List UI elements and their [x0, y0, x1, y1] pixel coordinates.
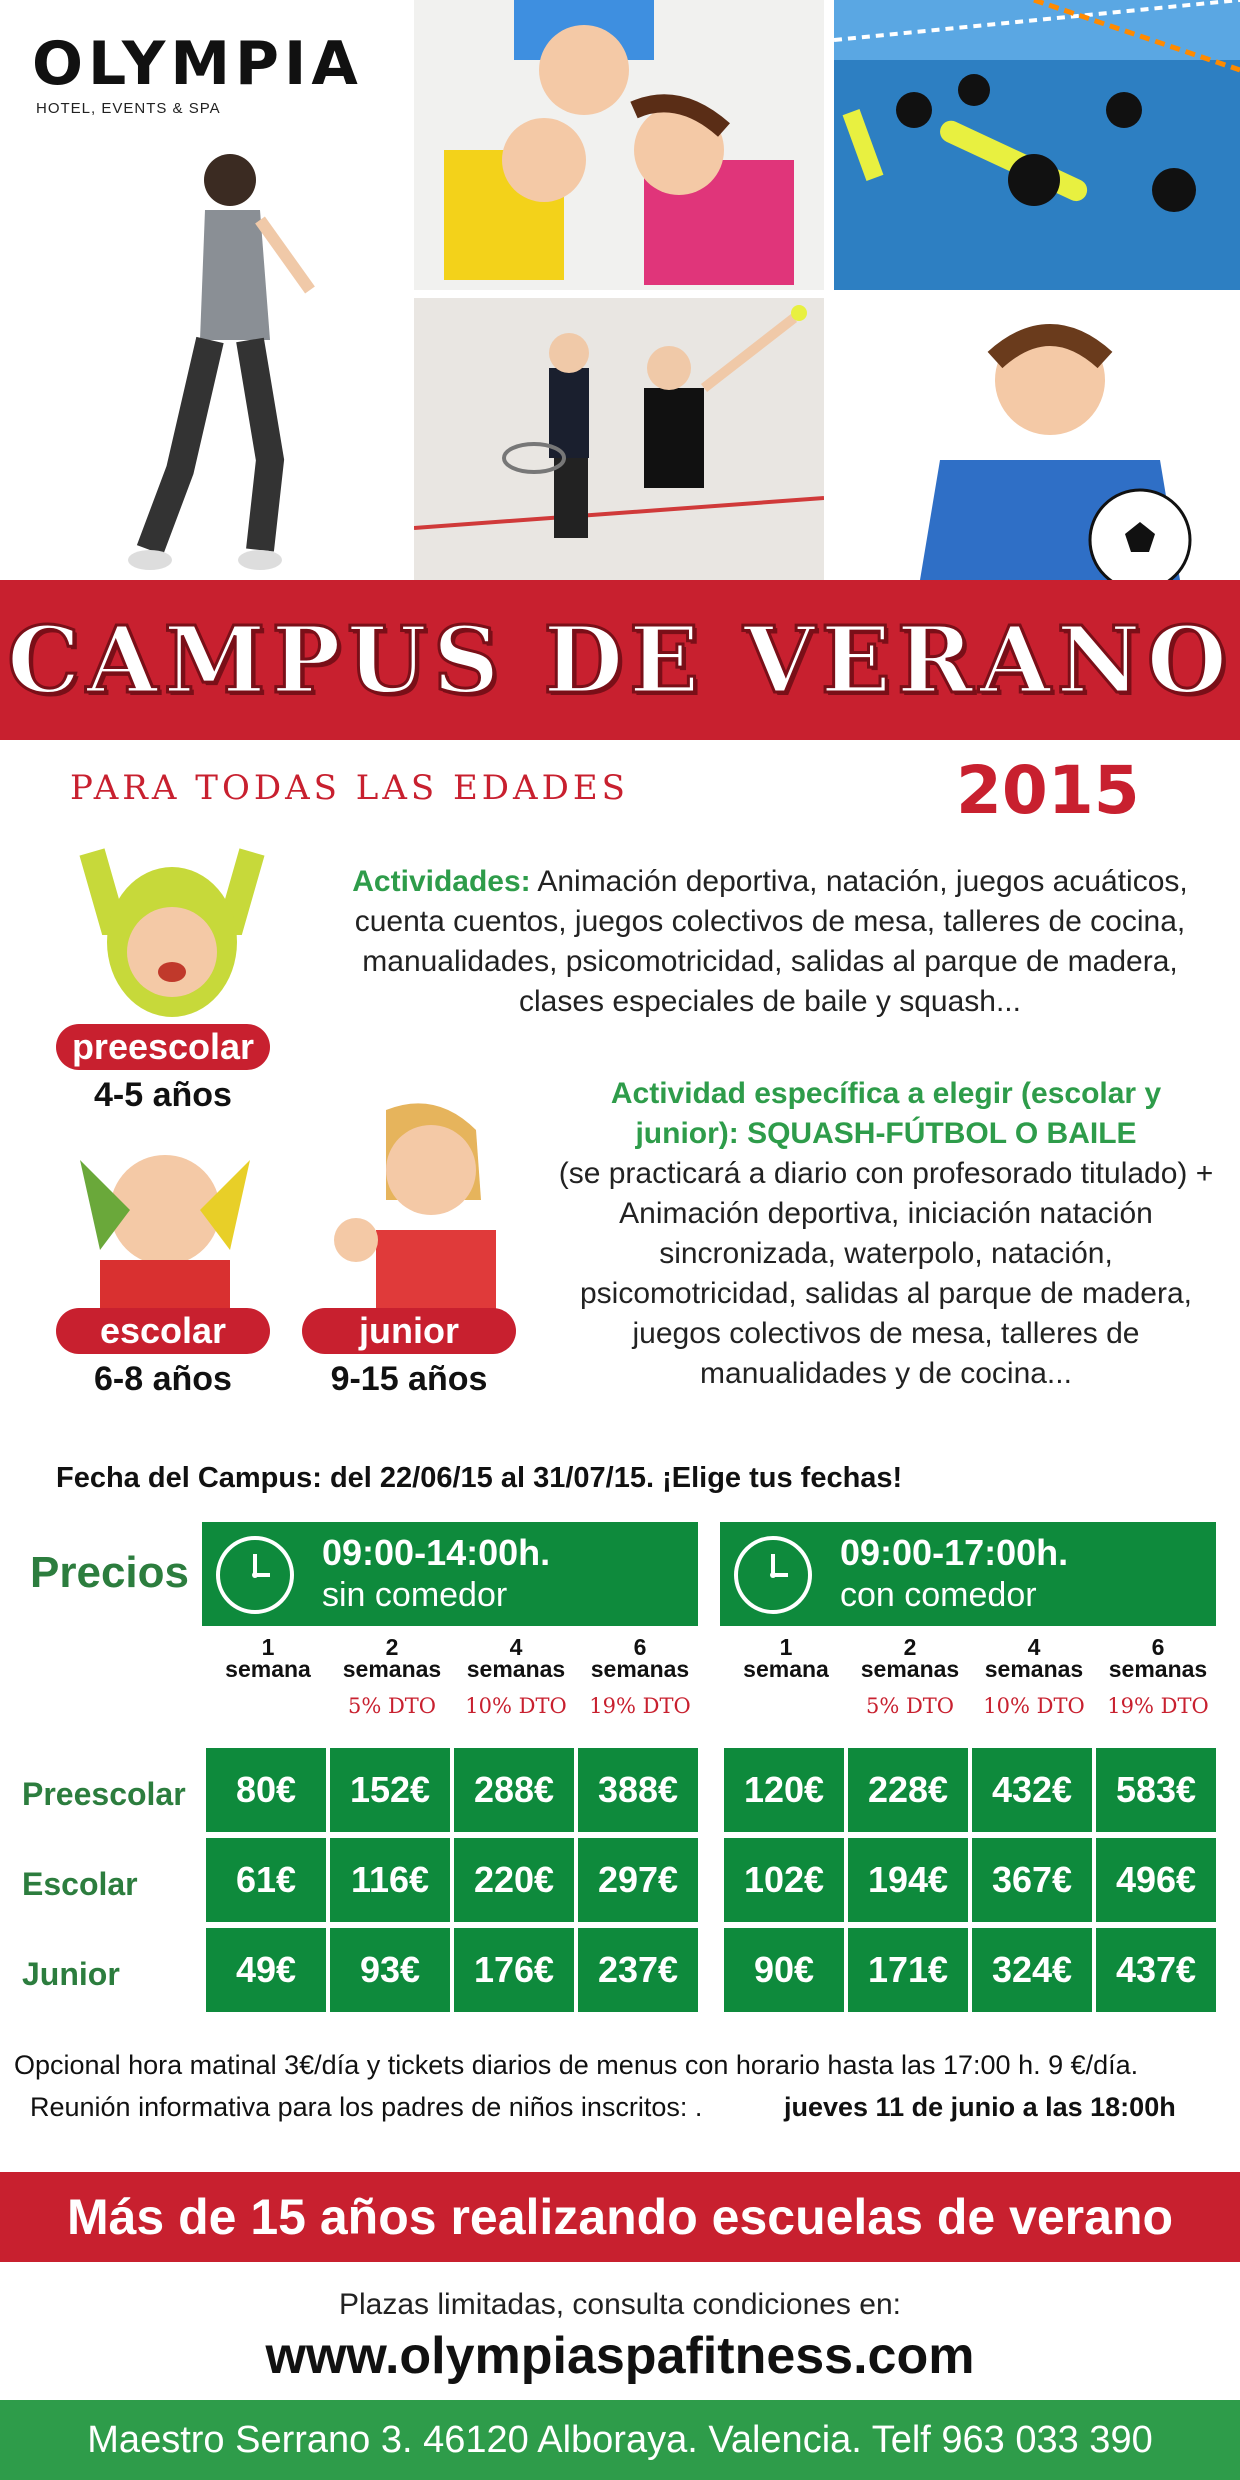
- price-cell: 583€: [1096, 1748, 1216, 1832]
- squash-photo: [414, 298, 824, 580]
- column-header: 2 semanas: [342, 1634, 442, 1682]
- price-cell: 93€: [330, 1928, 450, 2012]
- logo-subtitle: HOTEL, EVENTS & SPA: [36, 100, 221, 117]
- activities-label: Actividades:: [352, 865, 531, 898]
- discount-label: 19% DTO: [589, 1694, 691, 1718]
- price-cell: 324€: [972, 1928, 1092, 2012]
- meeting-note: Reunión informativa para los padres de niños inscritos: .: [30, 2092, 703, 2122]
- discount-label: 19% DTO: [1107, 1694, 1209, 1718]
- price-cell: 367€: [972, 1838, 1092, 1922]
- age-pill-preescolar: preescolar: [56, 1024, 270, 1070]
- clock-icon: [216, 1536, 294, 1614]
- price-cell: 437€: [1096, 1928, 1216, 2012]
- preescolar-child-photo: [72, 832, 272, 1032]
- price-cell: 176€: [454, 1928, 574, 2012]
- price-cell: 61€: [206, 1838, 326, 1922]
- address-footer: Maestro Serrano 3. 46120 Alboraya. Valencia. Telf 963 033 390: [0, 2400, 1240, 2480]
- tagline: PARA TODAS LAS EDADES: [70, 768, 629, 808]
- price-cell: 120€: [724, 1748, 844, 1832]
- price-cell: 288€: [454, 1748, 574, 1832]
- campus-dates: Fecha del Campus: del 22/06/15 al 31/07/15. ¡Elige tus fechas!: [56, 1462, 903, 1494]
- schedule-hours: 09:00-14:00h.: [322, 1532, 551, 1573]
- row-label: Escolar: [22, 1866, 138, 1902]
- pool-photo: [834, 0, 1240, 290]
- price-cell: 432€: [972, 1748, 1092, 1832]
- year: 2015: [956, 752, 1140, 829]
- junior-child-photo: [306, 1090, 526, 1310]
- specific-activity-heading: Actividad específica a elegir (escolar y junior): SQUASH-FÚTBOL O BAILE: [610, 1077, 1162, 1150]
- column-header: 1 semana: [743, 1634, 829, 1682]
- football-boy-photo: [880, 310, 1210, 580]
- schedule-header-full: [720, 1522, 1216, 1626]
- escolar-child-photo: [40, 1120, 290, 1310]
- campus-title: CAMPUS DE VERANO: [7, 606, 1233, 714]
- price-cell: 171€: [848, 1928, 968, 2012]
- specific-activity-text: (se practicará a diario con profesorado titulado) + Animación deportiva, iniciación natación sincronizada, waterpolo, natación, psicomotricidad, salidas al parque de madera, juegos colectivos de mesa, talleres de manualidades y de cocina...: [558, 1157, 1214, 1390]
- price-cell: 496€: [1096, 1838, 1216, 1922]
- price-cell: 49€: [206, 1928, 326, 2012]
- row-label: Preescolar: [22, 1776, 186, 1812]
- dancer-photo: [120, 140, 320, 580]
- price-cell: 228€: [848, 1748, 968, 1832]
- column-header: 4 semanas: [466, 1634, 566, 1682]
- prices-label: Precios: [30, 1548, 189, 1597]
- price-cell: 194€: [848, 1838, 968, 1922]
- schedule-meal: con comedor: [840, 1576, 1037, 1614]
- price-cell: 297€: [578, 1838, 698, 1922]
- specific-activity: [556, 1074, 1216, 1394]
- meeting-date: jueves 11 de junio a las 18:00h: [784, 2092, 1176, 2122]
- price-cell: 102€: [724, 1838, 844, 1922]
- title-banner: [0, 580, 1240, 740]
- price-cell: 237€: [578, 1928, 698, 2012]
- discount-label: 5% DTO: [347, 1694, 437, 1718]
- price-cell: 220€: [454, 1838, 574, 1922]
- price-cell: 388€: [578, 1748, 698, 1832]
- clock-icon: [734, 1536, 812, 1614]
- age-range-junior: 9-15 años: [330, 1360, 488, 1398]
- column-header: 1 semana: [225, 1634, 311, 1682]
- price-cell: 152€: [330, 1748, 450, 1832]
- schedule-header-morning: [202, 1522, 698, 1626]
- discount-label: 10% DTO: [465, 1694, 567, 1718]
- discount-label: 5% DTO: [865, 1694, 955, 1718]
- age-pill-escolar: escolar: [56, 1308, 270, 1354]
- age-range-preescolar: 4-5 años: [94, 1076, 232, 1114]
- price-cell: 90€: [724, 1928, 844, 2012]
- row-label: Junior: [22, 1956, 120, 1992]
- plazas-note: Plazas limitadas, consulta condiciones en:: [339, 2288, 901, 2321]
- schedule-meal: sin comedor: [322, 1576, 508, 1614]
- column-header: 2 semanas: [860, 1634, 960, 1682]
- price-cell: 80€: [206, 1748, 326, 1832]
- schedule-hours: 09:00-17:00h.: [840, 1532, 1069, 1573]
- column-header: 6 semanas: [1108, 1634, 1208, 1682]
- age-pill-junior: junior: [302, 1308, 516, 1354]
- age-range-escolar: 6-8 años: [94, 1360, 232, 1398]
- discount-label: 10% DTO: [983, 1694, 1085, 1718]
- column-header: 6 semanas: [590, 1634, 690, 1682]
- activities-text: [320, 862, 1220, 1022]
- optional-note: Opcional hora matinal 3€/día y tickets diarios de menus con horario hasta las 17:00 h. 9 €/día.: [14, 2050, 1139, 2080]
- column-header: 4 semanas: [984, 1634, 1084, 1682]
- website-link[interactable]: www.olympiaspafitness.com: [265, 2327, 975, 2385]
- activities-list: Animación deportiva, natación, juegos acuáticos, cuenta cuentos, juegos colectivos de mesa, talleres de cocina, manualidades, psicomotricidad, salidas al parque de madera, clases especiales de baile y squash...: [354, 865, 1188, 1018]
- logo-title: OLYMPIA: [32, 29, 363, 99]
- children-photo: [414, 0, 824, 290]
- experience-banner: Más de 15 años realizando escuelas de verano: [0, 2172, 1240, 2262]
- price-cell: 116€: [330, 1838, 450, 1922]
